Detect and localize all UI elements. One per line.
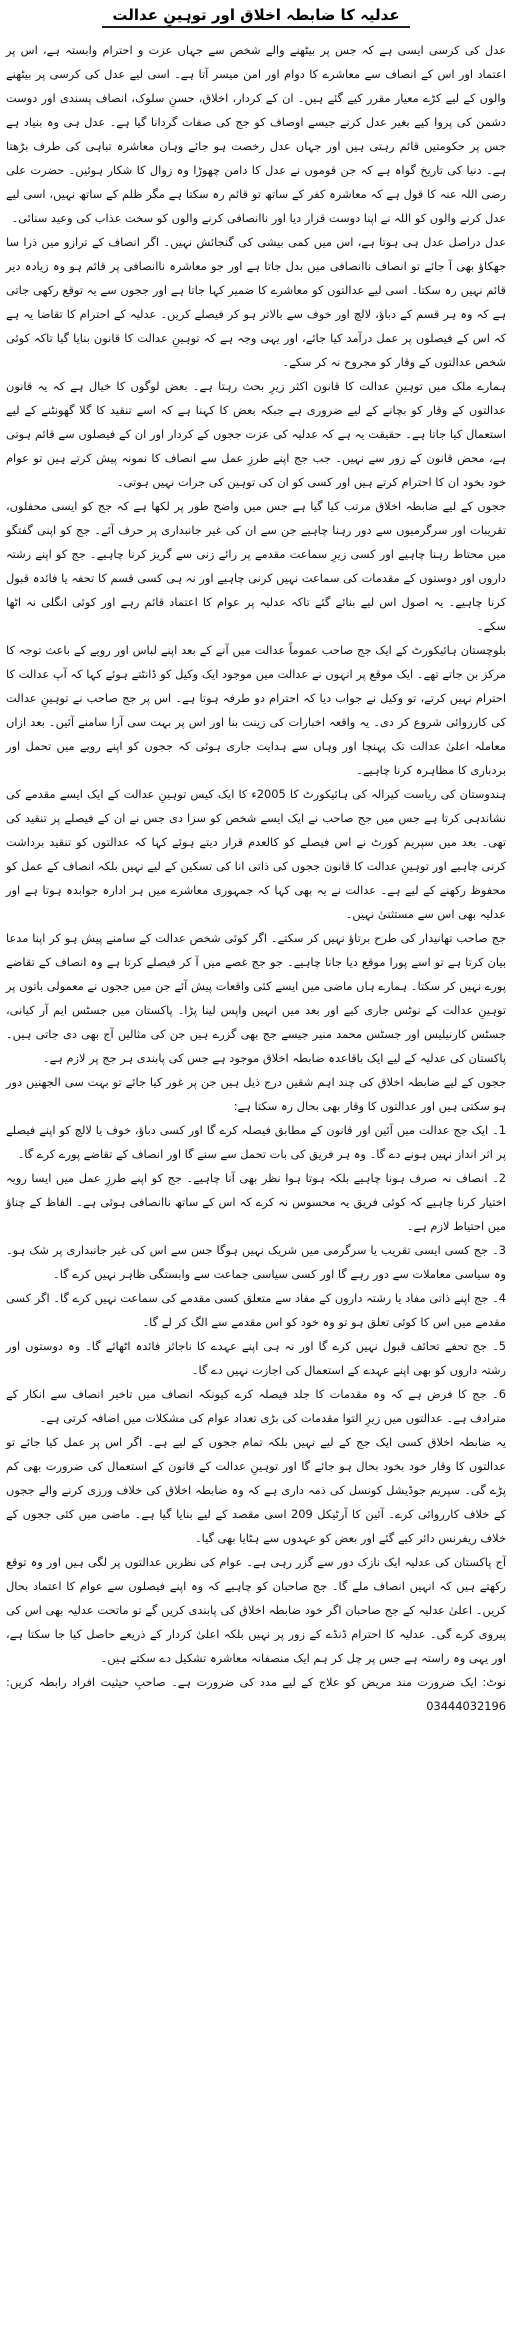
article-body (6, 38, 506, 1718)
code-point: 1۔ ایک جج عدالت میں آئین اور قانون کے مطابق فیصلہ کرے گا اور کسی دباؤ، خوف یا لالچ کو اپنے فیصلے پر اثر انداز نہیں ہونے دے گا۔ وہ ہر فریق کی بات تحمل سے سنے گا اور انصاف کے تقاضے پورے کرے گا۔ (6, 1123, 506, 1161)
appeal-note: نوٹ: ایک ضرورت مند مریض کو علاج کے لیے مدد کی ضرورت ہے۔ صاحبِ حیثیت افراد رابطہ کریں: 03444032196 (6, 1675, 506, 1713)
code-point: 6۔ جج کا فرض ہے کہ وہ مقدمات کا جلد فیصلہ کرے کیونکہ انصاف میں تاخیر انصاف سے انکار کے مترادف ہے۔ عدالتوں میں زیرِ التوا مقدمات کی بڑی تعداد عوام کی مشکلات میں اضافہ کرتی ہے۔ (6, 1387, 506, 1425)
paragraph: ہمارے ملک میں توہینِ عدالت کا قانون اکثر زیرِ بحث رہتا ہے۔ بعض لوگوں کا خیال ہے کہ یہ قانون عدالتوں کے وقار کو بچانے کے لیے ضروری ہے جبکہ بعض کا کہنا ہے کہ اسے تنقید کا گلا گھونٹنے کے لیے استعمال کیا جاتا ہے۔ حقیقت یہ ہے کہ عدلیہ کی عزت ججوں کے کردار اور ان کے فیصلوں سے قائم ہوتی ہے، محض قانون کے زور سے نہیں۔ جب جج اپنے طرزِ عمل سے انصاف کا نمونہ پیش کرتے ہیں تو عوام خود بخود ان کا احترام کرتے ہیں اور کسی کو ان کی توہین کی جرات نہیں ہوتی۔ (6, 379, 506, 489)
paragraph: جج صاحب تھانیدار کی طرح برتاؤ نہیں کر سکتے۔ اگر کوئی شخص عدالت کے سامنے پیش ہو کر اپنا مدعا بیان کرتا ہے تو اسے پورا موقع دیا جانا چاہیے۔ جو جج غصے میں آ کر فیصلے کرتا ہے وہ انصاف کے تقاضے پورے نہیں کر سکتا۔ ہمارے ہاں ماضی میں ایسے کئی واقعات پیش آئے جن میں ججوں نے معمولی باتوں پر توہینِ عدالت کے نوٹس جاری کیے اور بعد میں انہیں واپس لینا پڑا۔ پاکستان میں جسٹس ایم آر کیانی، جسٹس کارنیلیس اور جسٹس محمد منیر جیسے جج بھی گزرے ہیں جن کی مثالیں آج بھی دی جاتی ہیں۔ پاکستان کی عدلیہ کے لیے ایک باقاعدہ ضابطہ اخلاق موجود ہے جس کی پابندی ہر جج پر لازم ہے۔ (6, 931, 506, 1065)
code-point: 2۔ انصاف نہ صرف ہونا چاہیے بلکہ ہوتا ہوا نظر بھی آنا چاہیے۔ جج کو اپنے طرزِ عمل میں ایسا رویہ اختیار کرنا چاہیے کہ کوئی فریق یہ محسوس نہ کرے کہ اس کے ساتھ ناانصافی ہوئی ہے۔ الفاظ کے چناؤ میں احتیاط لازم ہے۔ (6, 1171, 506, 1233)
title-wrap (6, 4, 506, 34)
paragraph: ججوں کے لیے ضابطہ اخلاق کی چند اہم شقیں درج ذیل ہیں جن پر غور کیا جائے تو بہت سی الجھنیں دور ہو سکتی ہیں اور عدالتوں کا وقار بھی بحال رہ سکتا ہے: (6, 1075, 506, 1113)
code-point: 4۔ جج اپنے ذاتی مفاد یا رشتہ داروں کے مفاد سے متعلق کسی مقدمے کی سماعت نہیں کرے گا۔ اگر کسی مقدمے میں اس کا کوئی تعلق ہو تو وہ خود کو اس مقدمے سے الگ کر لے گا۔ (6, 1291, 506, 1329)
paragraph: بلوچستان ہائیکورٹ کے ایک جج صاحب عموماً عدالت میں آنے کے بعد اپنے لباس اور رویے کے باعث توجہ کا مرکز بن جاتے تھے۔ ایک موقع پر انہوں نے عدالت میں موجود ایک وکیل کو ڈانٹتے ہوئے کہا کہ آپ عدالت کا احترام نہیں کرتے، تو وکیل نے جواب دیا کہ احترام دو طرفہ ہوتا ہے۔ اس پر جج صاحب نے توہینِ عدالت کی کارروائی شروع کر دی۔ یہ واقعہ اخبارات کی زینت بنا اور اس پر بہت سی آرا سامنے آئیں۔ بعد ازاں معاملہ اعلیٰ عدالت تک پہنچا اور وہاں سے ہدایت جاری ہوئی کہ ججوں کو اپنے رویے میں تحمل اور بردباری کا مظاہرہ کرنا چاہیے۔ (6, 643, 506, 777)
paragraph: ججوں کے لیے ضابطہ اخلاق مرتب کیا گیا ہے جس میں واضح طور پر لکھا ہے کہ جج کو ایسی محفلوں، تقریبات اور سرگرمیوں سے دور رہنا چاہیے جن سے ان کی غیر جانبداری پر حرف آئے۔ جج کو اپنی گفتگو میں محتاط رہنا چاہیے اور کسی زیرِ سماعت مقدمے پر رائے زنی سے گریز کرنا چاہیے۔ جج کو اپنے رشتہ داروں اور دوستوں کے مقدمات کی سماعت نہیں کرنی چاہیے اور نہ ہی کسی قسم کا تحفہ یا فائدہ قبول کرنا چاہیے۔ یہ اصول اس لیے بنائے گئے تاکہ عدلیہ پر عوام کا اعتماد قائم رہے اور کوئی انگلی نہ اٹھا سکے۔ (6, 499, 506, 633)
closing-paragraph: آج پاکستان کی عدلیہ ایک نازک دور سے گزر رہی ہے۔ عوام کی نظریں عدالتوں پر لگی ہیں اور وہ توقع رکھتے ہیں کہ انہیں انصاف ملے گا۔ جج صاحبان کو چاہیے کہ وہ اپنے فیصلوں سے عوام کا اعتماد بحال کریں۔ اعلیٰ عدلیہ کے جج صاحبان اگر خود ضابطہ اخلاق کی پابندی کریں گے تو ماتحت عدلیہ بھی اس کی پیروی کرے گی۔ عدلیہ کا احترام ڈنڈے کے زور پر نہیں بلکہ اعلیٰ کردار کے ذریعے حاصل کیا جا سکتا ہے، اور یہی وہ راستہ ہے جس پر چل کر ہم ایک منصفانہ معاشرہ تشکیل دے سکتے ہیں۔ (6, 1555, 506, 1665)
paragraph: عدل کی کرسی ایسی ہے کہ جس پر بیٹھنے والے شخص سے جہاں عزت و احترام وابستہ ہے، اس پر اعتماد اور اس کے انصاف سے معاشرے کا دوام اور امن میسر آتا ہے۔ اسی لیے عدل کی کرسی پر بیٹھنے والوں کے لیے کڑے معیار مقرر کیے گئے ہیں۔ ان کے کردار، اخلاق، حسنِ سلوک، انصاف پسندی اور دوست دشمن کی پروا کیے بغیر عدل کرنے جیسے اوصاف کو جج کی صفات گردانا گیا ہے۔ عدل ہی وہ بنیاد ہے جس پر حکومتیں قائم رہتی ہیں اور جہاں عدل رخصت ہو جائے وہاں معاشرہ تباہی کی طرف بڑھتا ہے۔ دنیا کی تاریخ گواہ ہے کہ جن قوموں نے عدل کا دامن چھوڑا وہ زوال کا شکار ہوئیں۔ حضرت علی رضی اللہ عنہ کا قول ہے کہ معاشرہ کفر کے ساتھ تو قائم رہ سکتا ہے مگر ظلم کے ساتھ نہیں، اسی لیے عدل کرنے والوں کو اللہ نے اپنا دوست قرار دیا اور ناانصافی کرنے والوں کو سخت عذاب کی وعید سنائی۔ (6, 43, 506, 225)
code-point: 3۔ جج کسی ایسی تقریب یا سرگرمی میں شریک نہیں ہوگا جس سے اس کی غیر جانبداری پر شک ہو۔ وہ سیاسی معاملات سے دور رہے گا اور کسی سیاسی جماعت سے وابستگی ظاہر نہیں کرے گا۔ (6, 1243, 506, 1281)
paragraph: ہندوستان کی ریاست کیرالہ کی ہائیکورٹ کا 2005ء کا ایک کیس توہینِ عدالت کے ایک ایسے مقدمے کی نشاندہی کرتا ہے جس میں جج صاحب نے ایک ایسے شخص کو سزا دی جس نے ان کے فیصلے پر تنقید کی تھی۔ بعد میں سپریم کورٹ نے اس فیصلے کو کالعدم قرار دیتے ہوئے کہا کہ عدالتوں کو تنقید برداشت کرنی چاہیے اور توہینِ عدالت کا قانون ججوں کی ذاتی انا کی تسکین کے لیے نہیں بلکہ انصاف کے عمل کو محفوظ رکھنے کے لیے ہے۔ عدالت نے یہ بھی کہا کہ جمہوری معاشرے میں ہر ادارہ جوابدہ ہوتا ہے اور عدلیہ بھی اس سے مستثنیٰ نہیں۔ (6, 787, 506, 921)
closing-paragraph: یہ ضابطہ اخلاق کسی ایک جج کے لیے نہیں بلکہ تمام ججوں کے لیے ہے۔ اگر اس پر عمل کیا جائے تو عدالتوں کا وقار خود بخود بحال ہو جائے گا اور توہینِ عدالت کے قانون کے استعمال کی ضرورت بھی کم پڑے گی۔ سپریم جوڈیشل کونسل کی ذمہ داری ہے کہ وہ ضابطہ اخلاق کی خلاف ورزی کرنے والے ججوں کے خلاف کارروائی کرے۔ آئین کا آرٹیکل 209 اسی مقصد کے لیے بنایا گیا ہے۔ ماضی میں کئی ججوں کے خلاف ریفرنس دائر کیے گئے اور بعض کو عہدوں سے ہٹایا بھی گیا۔ (6, 1435, 506, 1545)
paragraph: عدل دراصل عدل ہی ہوتا ہے، اس میں کمی بیشی کی گنجائش نہیں۔ اگر انصاف کے ترازو میں ذرا سا جھکاؤ بھی آ جائے تو انصاف ناانصافی میں بدل جاتا ہے اور جو معاشرہ ناانصافی پر قائم ہو وہ زیادہ دیر قائم نہیں رہ سکتا۔ اسی لیے عدالتوں کو معاشرے کا ضمیر کہا جاتا ہے اور ججوں سے یہ توقع رکھی جاتی ہے کہ وہ ہر قسم کے دباؤ، لالچ اور خوف سے بالاتر ہو کر فیصلے کریں۔ عدلیہ کے احترام کا تقاضا یہ ہے کہ اس کے فیصلوں پر عمل درآمد کیا جائے، اور یہی وجہ ہے کہ توہینِ عدالت کا قانون بنایا گیا تاکہ کوئی شخص عدالتوں کے وقار کو مجروح نہ کر سکے۔ (6, 235, 506, 369)
article-title: عدلیہ کا ضابطہ اخلاق اور توہینِ عدالت (102, 4, 409, 28)
code-point: 5۔ جج تحفے تحائف قبول نہیں کرے گا اور نہ ہی اپنے عہدے کا ناجائز فائدہ اٹھائے گا۔ وہ دوستوں اور رشتہ داروں کو بھی اپنے عہدے کے استعمال کی اجازت نہیں دے گا۔ (6, 1339, 506, 1377)
